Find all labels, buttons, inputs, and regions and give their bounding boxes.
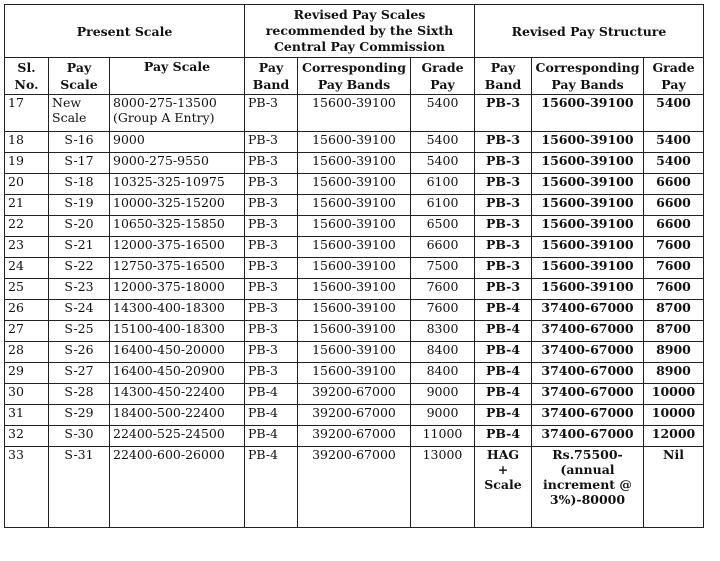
- cell-pay-band: PB-3: [245, 174, 298, 195]
- cell-pay-band: PB-3: [245, 132, 298, 153]
- cell-revised-pay-band: PB-3: [475, 95, 532, 132]
- cell-revised-corresponding-pay-bands: 15600-39100: [532, 95, 644, 132]
- cell-text-line: 8000-275-13500: [113, 95, 217, 110]
- cell-text-line: 3%)-80000: [549, 492, 626, 507]
- cell-grade-pay: 7500: [411, 258, 475, 279]
- cell-grade-pay: 7600: [411, 300, 475, 321]
- cell-text-line: +: [497, 462, 509, 477]
- cell-corresponding-pay-bands: 15600-39100: [298, 195, 411, 216]
- col-header-revised-pay-band: Pay Band: [475, 58, 532, 95]
- cell-corresponding-pay-bands: 39200-67000: [298, 426, 411, 447]
- table-row: [5, 132, 704, 153]
- cell-revised-grade-pay: 10000: [644, 384, 704, 405]
- cell-revised-grade-pay: 8900: [644, 363, 704, 384]
- cell-pay-band: PB-3: [245, 363, 298, 384]
- cell-corresponding-pay-bands: 15600-39100: [298, 153, 411, 174]
- cell-revised-pay-band: PB-4: [475, 405, 532, 426]
- cell-pay-scale-code: S-18: [49, 174, 110, 195]
- cell-pay-scale: 10650-325-15850: [110, 216, 245, 237]
- cell-revised-pay-band: PB-3: [475, 174, 532, 195]
- cell-revised-corresponding-pay-bands: 15600-39100: [532, 195, 644, 216]
- cell-sl-no: 25: [5, 279, 49, 300]
- cell-corresponding-pay-bands: 15600-39100: [298, 279, 411, 300]
- cell-pay-scale-code: S-21: [49, 237, 110, 258]
- cell-sl-no: 18: [5, 132, 49, 153]
- cell-revised-pay-band: PB-4: [475, 384, 532, 405]
- cell-revised-pay-band: PB-4: [475, 363, 532, 384]
- cell-pay-scale: 22400-525-24500: [110, 426, 245, 447]
- cell-revised-pay-band: PB-3: [475, 258, 532, 279]
- cell-pay-scale: 10325-325-10975: [110, 174, 245, 195]
- table-row: [5, 279, 704, 300]
- cell-corresponding-pay-bands: 15600-39100: [298, 95, 411, 132]
- cell-revised-corresponding-pay-bands: 15600-39100: [532, 216, 644, 237]
- cell-pay-band: PB-3: [245, 279, 298, 300]
- cell-pay-scale-code: S-25: [49, 321, 110, 342]
- cell-text-line: Rs.75500-: [552, 447, 623, 462]
- table-row: [5, 321, 704, 342]
- cell-text-line: Scale: [52, 110, 87, 125]
- cell-pay-scale: 12000-375-16500: [110, 237, 245, 258]
- cell-revised-corresponding-pay-bands: 37400-67000: [532, 405, 644, 426]
- cell-grade-pay: 9000: [411, 405, 475, 426]
- table-row: [5, 426, 704, 447]
- cell-grade-pay: 8400: [411, 342, 475, 363]
- cell-revised-corresponding-pay-bands: 15600-39100: [532, 258, 644, 279]
- cell-revised-corresponding-pay-bands: 37400-67000: [532, 342, 644, 363]
- cell-corresponding-pay-bands: 15600-39100: [298, 321, 411, 342]
- cell-revised-pay-band: PB-4: [475, 321, 532, 342]
- cell-pay-scale: 22400-600-26000: [110, 447, 245, 528]
- cell-revised-grade-pay: 10000: [644, 405, 704, 426]
- col-header-pay-scale: Pay Scale: [110, 58, 245, 95]
- cell-revised-grade-pay: Nil: [644, 447, 704, 528]
- cell-pay-band: PB-3: [245, 300, 298, 321]
- cell-grade-pay: 6600: [411, 237, 475, 258]
- cell-revised-grade-pay: 12000: [644, 426, 704, 447]
- cell-revised-grade-pay: 8700: [644, 321, 704, 342]
- cell-revised-pay-band: PB-4: [475, 300, 532, 321]
- cell-revised-corresponding-pay-bands: 15600-39100: [532, 279, 644, 300]
- table-row: [5, 447, 704, 528]
- cell-grade-pay: 11000: [411, 426, 475, 447]
- cell-pay-scale-code: S-23: [49, 279, 110, 300]
- table-row: [5, 300, 704, 321]
- table-row: [5, 405, 704, 426]
- cell-pay-scale-code: S-22: [49, 258, 110, 279]
- cell-revised-pay-band: [475, 447, 532, 528]
- cell-text-line: New: [52, 95, 82, 110]
- cell-grade-pay: 9000: [411, 384, 475, 405]
- cell-pay-band: PB-4: [245, 405, 298, 426]
- cell-sl-no: 21: [5, 195, 49, 216]
- cell-grade-pay: 6500: [411, 216, 475, 237]
- cell-pay-band: PB-3: [245, 195, 298, 216]
- cell-pay-scale: 16400-450-20900: [110, 363, 245, 384]
- cell-revised-pay-band: PB-3: [475, 132, 532, 153]
- group-header-sixth-cpc: Revised Pay Scales recommended by the Sixth Central Pay Commission: [245, 5, 475, 58]
- cell-pay-scale: 10000-325-15200: [110, 195, 245, 216]
- cell-pay-band: PB-3: [245, 237, 298, 258]
- col-header-pay-scale-code: Pay Scale: [49, 58, 110, 95]
- cell-revised-grade-pay: 6600: [644, 195, 704, 216]
- cell-pay-scale-code: S-26: [49, 342, 110, 363]
- cell-pay-scale: 12000-375-18000: [110, 279, 245, 300]
- cell-revised-grade-pay: 5400: [644, 153, 704, 174]
- cell-pay-band: PB-4: [245, 426, 298, 447]
- cell-revised-grade-pay: 6600: [644, 174, 704, 195]
- table-row: [5, 95, 704, 132]
- cell-sl-no: 32: [5, 426, 49, 447]
- cell-sl-no: 30: [5, 384, 49, 405]
- cell-pay-band: PB-3: [245, 321, 298, 342]
- cell-grade-pay: 5400: [411, 153, 475, 174]
- table-row: [5, 216, 704, 237]
- cell-text-line: HAG: [486, 447, 520, 462]
- cell-revised-corresponding-pay-bands: 37400-67000: [532, 426, 644, 447]
- cell-revised-pay-band: PB-3: [475, 237, 532, 258]
- cell-corresponding-pay-bands: 39200-67000: [298, 405, 411, 426]
- cell-revised-pay-band: PB-3: [475, 195, 532, 216]
- cell-revised-corresponding-pay-bands: [532, 447, 644, 528]
- cell-pay-scale-code: S-30: [49, 426, 110, 447]
- cell-sl-no: 28: [5, 342, 49, 363]
- cell-revised-pay-band: PB-3: [475, 153, 532, 174]
- cell-pay-scale: [110, 95, 245, 132]
- cell-pay-scale: 9000-275-9550: [110, 153, 245, 174]
- cell-revised-corresponding-pay-bands: 37400-67000: [532, 321, 644, 342]
- cell-pay-band: PB-3: [245, 153, 298, 174]
- pay-scale-table: [4, 4, 704, 528]
- cell-pay-scale: 16400-450-20000: [110, 342, 245, 363]
- cell-pay-scale-code: S-16: [49, 132, 110, 153]
- cell-pay-scale: 15100-400-18300: [110, 321, 245, 342]
- group-header-present-scale: Present Scale: [5, 5, 245, 58]
- cell-text-line: (annual: [560, 462, 615, 477]
- cell-revised-grade-pay: 8700: [644, 300, 704, 321]
- cell-revised-grade-pay: 6600: [644, 216, 704, 237]
- cell-pay-band: PB-4: [245, 384, 298, 405]
- cell-grade-pay: 6100: [411, 174, 475, 195]
- cell-pay-band: PB-4: [245, 447, 298, 528]
- cell-sl-no: 20: [5, 174, 49, 195]
- cell-corresponding-pay-bands: 39200-67000: [298, 447, 411, 528]
- cell-pay-band: PB-3: [245, 95, 298, 132]
- col-header-revised-corresponding-pay-bands: Corresponding Pay Bands: [532, 58, 644, 95]
- cell-pay-scale-code: S-28: [49, 384, 110, 405]
- cell-revised-grade-pay: 7600: [644, 237, 704, 258]
- cell-pay-scale-code: S-17: [49, 153, 110, 174]
- cell-grade-pay: 13000: [411, 447, 475, 528]
- col-header-pay-band: Pay Band: [245, 58, 298, 95]
- cell-sl-no: 26: [5, 300, 49, 321]
- group-header-revised-structure: Revised Pay Structure: [475, 5, 704, 58]
- cell-pay-scale: 12750-375-16500: [110, 258, 245, 279]
- cell-pay-scale-code: S-27: [49, 363, 110, 384]
- cell-pay-band: PB-3: [245, 342, 298, 363]
- table-row: [5, 174, 704, 195]
- cell-revised-grade-pay: 7600: [644, 279, 704, 300]
- cell-sl-no: 17: [5, 95, 49, 132]
- cell-revised-grade-pay: 5400: [644, 132, 704, 153]
- cell-pay-scale: 9000: [110, 132, 245, 153]
- table-row: [5, 384, 704, 405]
- cell-revised-corresponding-pay-bands: 37400-67000: [532, 363, 644, 384]
- cell-pay-scale: 14300-450-22400: [110, 384, 245, 405]
- cell-pay-scale-code: S-24: [49, 300, 110, 321]
- table-row: [5, 258, 704, 279]
- cell-pay-scale-code: [49, 95, 110, 132]
- column-header-row: [5, 58, 704, 95]
- cell-revised-corresponding-pay-bands: 37400-67000: [532, 300, 644, 321]
- pay-scale-document: [4, 4, 704, 528]
- table-row: [5, 363, 704, 384]
- cell-pay-band: PB-3: [245, 216, 298, 237]
- cell-grade-pay: 8400: [411, 363, 475, 384]
- col-header-grade-pay: Grade Pay: [411, 58, 475, 95]
- cell-revised-corresponding-pay-bands: 15600-39100: [532, 237, 644, 258]
- cell-sl-no: 22: [5, 216, 49, 237]
- cell-pay-scale-code: S-29: [49, 405, 110, 426]
- col-header-sl-no: Sl. No.: [5, 58, 49, 95]
- cell-text-line: (Group A Entry): [113, 110, 215, 125]
- cell-pay-scale-code: S-31: [49, 447, 110, 528]
- cell-revised-corresponding-pay-bands: 15600-39100: [532, 174, 644, 195]
- cell-grade-pay: 5400: [411, 132, 475, 153]
- cell-sl-no: 31: [5, 405, 49, 426]
- cell-corresponding-pay-bands: 15600-39100: [298, 342, 411, 363]
- cell-grade-pay: 6100: [411, 195, 475, 216]
- cell-revised-corresponding-pay-bands: 15600-39100: [532, 153, 644, 174]
- cell-pay-band: PB-3: [245, 258, 298, 279]
- cell-text-line: increment @: [543, 477, 632, 492]
- cell-revised-corresponding-pay-bands: 37400-67000: [532, 384, 644, 405]
- cell-revised-pay-band: PB-4: [475, 342, 532, 363]
- cell-revised-pay-band: PB-3: [475, 279, 532, 300]
- cell-corresponding-pay-bands: 15600-39100: [298, 300, 411, 321]
- cell-sl-no: 23: [5, 237, 49, 258]
- cell-corresponding-pay-bands: 15600-39100: [298, 174, 411, 195]
- cell-pay-scale-code: S-20: [49, 216, 110, 237]
- table-row: [5, 153, 704, 174]
- cell-pay-scale: 14300-400-18300: [110, 300, 245, 321]
- table-row: [5, 342, 704, 363]
- cell-sl-no: 33: [5, 447, 49, 528]
- table-row: [5, 237, 704, 258]
- cell-sl-no: 19: [5, 153, 49, 174]
- cell-corresponding-pay-bands: 15600-39100: [298, 363, 411, 384]
- cell-sl-no: 24: [5, 258, 49, 279]
- cell-revised-grade-pay: 5400: [644, 95, 704, 132]
- cell-sl-no: 29: [5, 363, 49, 384]
- cell-corresponding-pay-bands: 15600-39100: [298, 216, 411, 237]
- cell-corresponding-pay-bands: 39200-67000: [298, 384, 411, 405]
- cell-revised-corresponding-pay-bands: 15600-39100: [532, 132, 644, 153]
- cell-revised-grade-pay: 8900: [644, 342, 704, 363]
- cell-corresponding-pay-bands: 15600-39100: [298, 132, 411, 153]
- col-header-revised-grade-pay: Grade Pay: [644, 58, 704, 95]
- group-header-row: [5, 5, 704, 58]
- cell-revised-grade-pay: 7600: [644, 258, 704, 279]
- cell-grade-pay: 7600: [411, 279, 475, 300]
- cell-text-line: Scale: [484, 477, 522, 492]
- col-header-corresponding-pay-bands: Corresponding Pay Bands: [298, 58, 411, 95]
- cell-revised-pay-band: PB-4: [475, 426, 532, 447]
- table-row: [5, 195, 704, 216]
- cell-revised-pay-band: PB-3: [475, 216, 532, 237]
- cell-grade-pay: 8300: [411, 321, 475, 342]
- cell-corresponding-pay-bands: 15600-39100: [298, 237, 411, 258]
- cell-sl-no: 27: [5, 321, 49, 342]
- cell-grade-pay: 5400: [411, 95, 475, 132]
- cell-pay-scale-code: S-19: [49, 195, 110, 216]
- cell-pay-scale: 18400-500-22400: [110, 405, 245, 426]
- cell-corresponding-pay-bands: 15600-39100: [298, 258, 411, 279]
